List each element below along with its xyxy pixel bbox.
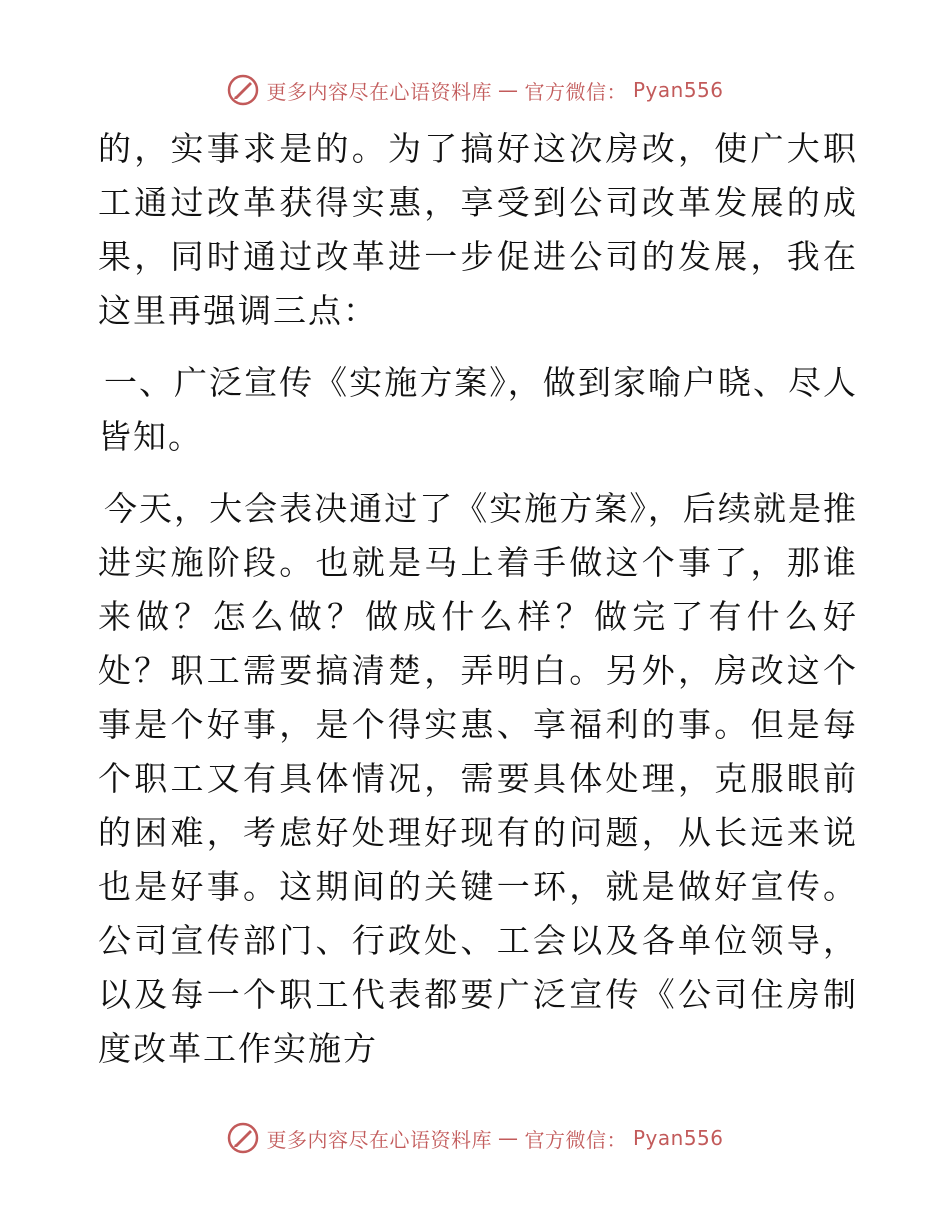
watermark-official: 官方微信：: [524, 79, 627, 104]
watermark-official: 官方微信：: [524, 1127, 627, 1152]
document-body: [98, 122, 858, 1076]
logo-icon: [226, 1121, 260, 1155]
paragraph-heading-one: 一、广泛宣传《实施方案》，做到家喻户晓、尽人皆知。: [98, 363, 858, 456]
watermark-account: Pyan556: [632, 1126, 724, 1150]
logo-icon: [226, 73, 260, 107]
watermark-dash: —: [497, 1126, 519, 1150]
watermark-dash: —: [497, 78, 519, 102]
watermark-text: 更多内容尽在心语资料库: [266, 79, 492, 104]
footer-watermark: [0, 1118, 950, 1158]
watermark-account: Pyan556: [632, 78, 724, 102]
watermark-text: 更多内容尽在心语资料库: [266, 1127, 492, 1152]
paragraph-body: 今天，大会表决通过了《实施方案》，后续就是推进实施阶段。也就是马上着手做这个事了，那谁来做？怎么做？做成什么样？做完了有什么好处？职工需要搞清楚，弄明白。另外，房改这个事是个好事，是个得实惠、享福利的事。但是每个职工又有具体情况，需要具体处理，克服眼前的困难，考虑好处理好现有的问题，从长远来说也是好事。这期间的关键一环，就是做好宣传。公司宣传部门、行政处、工会以及各单位领导，以及每一个职工代表都要广泛宣传《公司住房制度改革工作实施方: [98, 489, 858, 1068]
paragraph-intro: 的，实事求是的。为了搞好这次房改，使广大职工通过改革获得实惠，享受到公司改革发展的成果，同时通过改革进一步促进公司的发展，我在这里再强调三点：: [98, 129, 858, 330]
header-watermark: [0, 70, 950, 110]
